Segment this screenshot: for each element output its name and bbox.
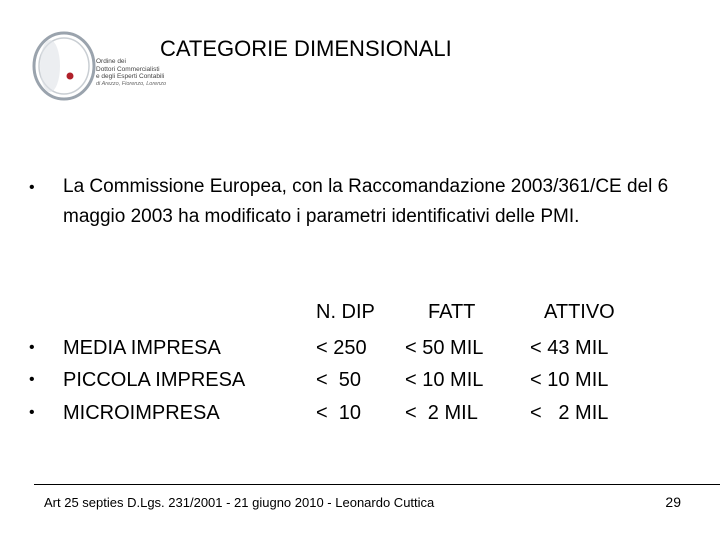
bullet-micro: • <box>29 404 35 421</box>
row-category-media: MEDIA IMPRESA <box>63 337 221 359</box>
slide-title: CATEGORIE DIMENSIONALI <box>160 36 452 61</box>
logo-text: Ordine dei Dottori Commercialisti e degli Esperti Contabili di Arezzo, Fiorenzo, Lorenzo <box>96 58 167 87</box>
page-number: 29 <box>665 494 681 510</box>
bullet-media: • <box>29 339 35 356</box>
row-category-micro: MICROIMPRESA <box>63 402 220 424</box>
row-dip-media: < 250 <box>316 337 367 359</box>
logo <box>30 24 167 108</box>
footer-divider <box>34 484 720 485</box>
row-attivo-media: < 43 MIL <box>530 337 609 359</box>
header-fatt: FATT <box>428 301 476 323</box>
row-dip-piccola: < 50 <box>316 369 362 391</box>
bullet-intro: • <box>29 179 35 196</box>
row-dip-micro: < 10 <box>316 402 362 424</box>
header-attivo: ATTIVO <box>544 301 615 323</box>
row-category-piccola: PICCOLA IMPRESA <box>63 369 246 391</box>
row-fatt-micro: < 2 MIL <box>405 402 478 424</box>
header-n-dip: N. DIP <box>316 301 375 323</box>
footer-text: Art 25 septies D.Lgs. 231/2001 - 21 giugno 2010 - Leonardo Cuttica <box>44 495 435 510</box>
row-fatt-piccola: < 10 MIL <box>405 369 484 391</box>
row-attivo-micro: < 2 MIL <box>530 402 609 424</box>
bullet-piccola: • <box>29 371 35 388</box>
row-attivo-piccola: < 10 MIL <box>530 369 609 391</box>
row-fatt-media: < 50 MIL <box>405 337 484 359</box>
intro-paragraph: La Commissione Europea, con la Raccomandazione 2003/361/CE del 6 maggio 2003 ha modificato i parametri identificativi delle PMI. <box>63 176 669 227</box>
